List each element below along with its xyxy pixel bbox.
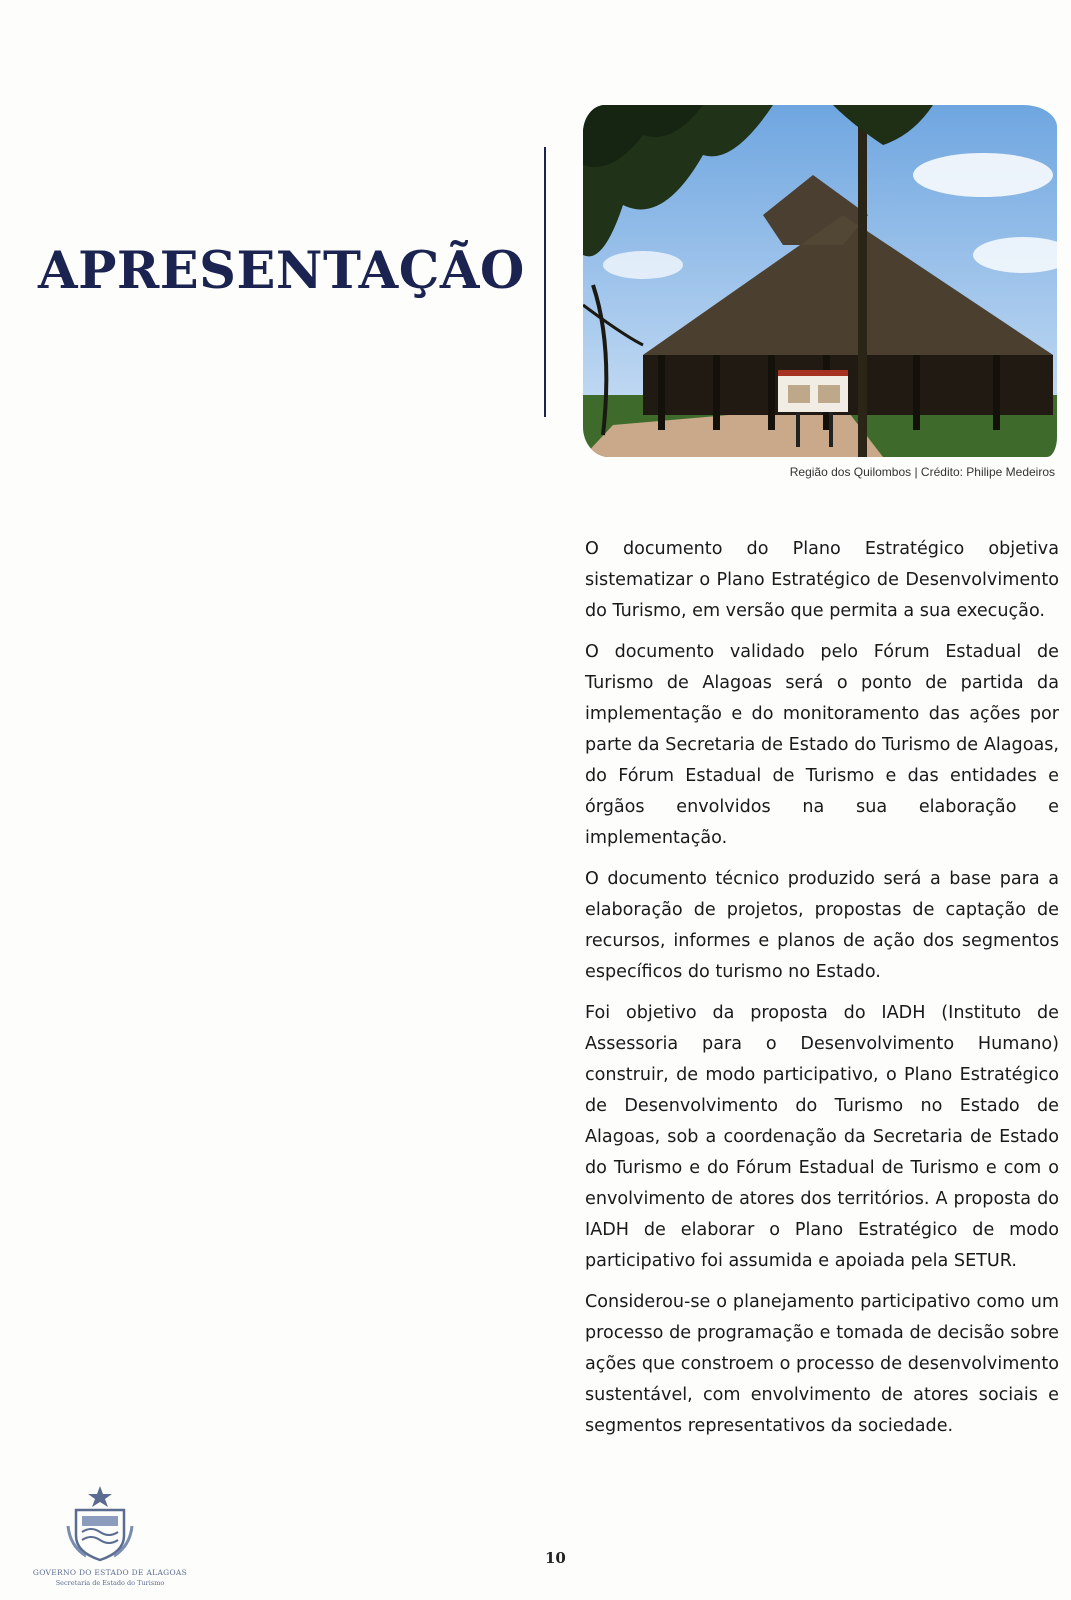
quilombo-hut-illustration [583, 105, 1057, 457]
vertical-divider [544, 147, 546, 417]
page-number: 10 [545, 1549, 566, 1567]
paragraph: Considerou-se o planejamento participativo como um processo de programação e tomada de decisão sobre ações que constroem o processo de desenvolvimento sustentável, com envolvimento de atores sociais e segmentos representativos da sociedade. [585, 1292, 1059, 1436]
paragraph: O documento técnico produzido será a base para a elaboração de projetos, propostas de captação de recursos, informes e planos de ação dos segmentos específicos do turismo no Estado. [585, 869, 1059, 982]
footer-organization [10, 1568, 210, 1588]
paragraph: Foi objetivo da proposta do IADH (Instituto de Assessoria para o Desenvolvimento Humano) construir, de modo participativo, o Plano Estratégico de Desenvolvimento do Turismo no Estado de Alagoas, sob a coordenação da Secretaria de Estado do Turismo e do Fórum Estadual de Turismo e com o envolvimento de atores dos territórios. A proposta do IADH de elaborar o Plano Estratégico de modo participativo foi assumida e apoiada pela SETUR. [585, 1003, 1059, 1271]
footer-org-line2: Secretaria de Estado do Turismo [55, 1579, 165, 1587]
page-title: APRESENTAÇÃO [38, 241, 525, 301]
paragraph: O documento validado pelo Fórum Estadual de Turismo de Alagoas será o ponto de partida da implementação e do monitoramento das ações por parte da Secretaria de Estado do Turismo de Alagoas, do Fórum Estadual de Turismo e das entidades e órgãos envolvidos na sua elaboração e implementação. [585, 642, 1059, 848]
body-text [585, 534, 1059, 1452]
paragraph: O documento do Plano Estratégico objetiva sistematizar o Plano Estratégico de Desenvolvimento do Turismo, em versão que permita a sua execução. [585, 539, 1059, 621]
state-coat-of-arms-icon [66, 1486, 134, 1562]
quilombo-photo [583, 105, 1057, 457]
footer-org-line1: GOVERNO DO ESTADO DE ALAGOAS [32, 1568, 188, 1577]
photo-caption: Região dos Quilombos | Crédito: Philipe Medeiros [789, 465, 1055, 479]
